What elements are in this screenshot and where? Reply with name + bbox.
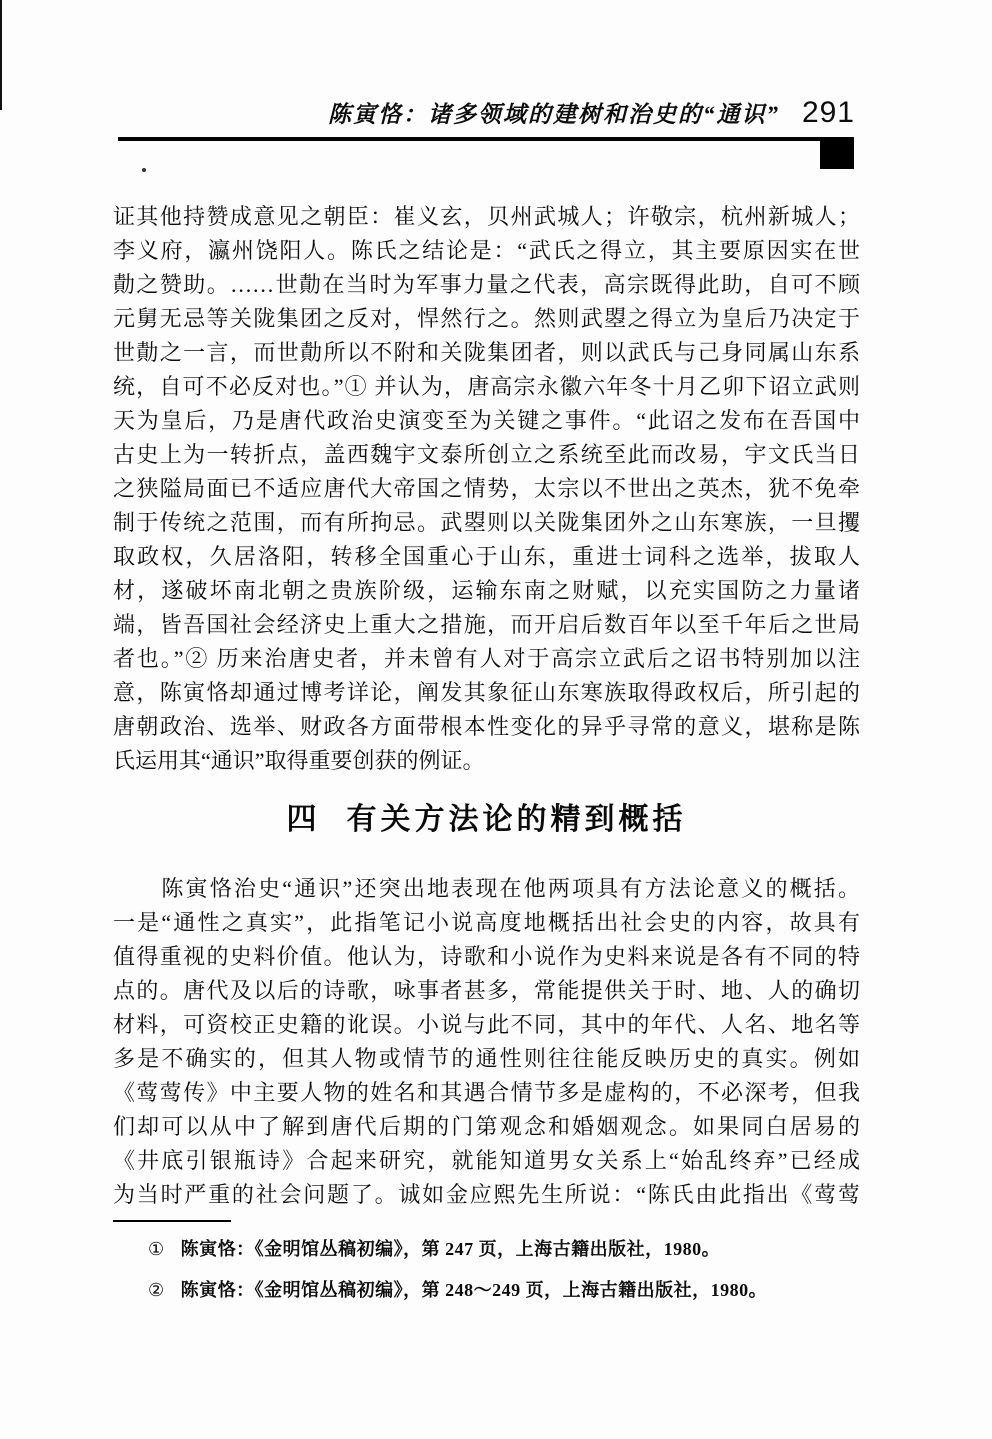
body-paragraph-2 (113, 872, 860, 1212)
section-number: 四 (286, 803, 321, 836)
body-line: 《莺莺传》中主要人物的姓名和其遇合情节多是虚构的，不必深考，但我 (113, 1080, 860, 1105)
scan-speckle (142, 168, 146, 172)
body-line: 李义府，瀛州饶阳人。陈氏之结论是：“武氏之得立，其主要原因实在世 (113, 238, 860, 263)
section-heading (113, 794, 860, 838)
body-line: 《井底引银瓶诗》合起来研究，就能知道男女关系上“始乱终弃”已经成 (113, 1148, 860, 1173)
body-line: 一是“通性之真实”，此指笔记小说高度地概括出社会史的内容，故具有 (113, 910, 860, 935)
header-rule (118, 137, 822, 141)
body-line: 值得重视的史料价值。他认为，诗歌和小说作为史料来说是各有不同的特 (113, 944, 860, 969)
body-line: 材，遂破坏南北朝之贵族阶级，运输东南之财赋，以充实国防之力量诸 (113, 578, 860, 603)
body-line: 唐朝政治、选举、财政各方面带根本性变化的异乎寻常的意义，堪称是陈 (113, 714, 860, 739)
footnote-separator (113, 1220, 231, 1222)
scan-edge-artifact (0, 0, 2, 110)
footnote-2-text: 陈寅恪：《金明馆丛稿初编》，第 248～249 页，上海古籍出版社，1980。 (180, 1280, 768, 1300)
body-line: 统，自可不必反对也。”① 并认为，唐高宗永徽六年冬十月乙卯下诏立武则 (113, 374, 860, 399)
running-head (0, 96, 855, 130)
footnote-2 (148, 1277, 892, 1303)
footnote-1-text: 陈寅恪：《金明馆丛稿初编》，第 247 页，上海古籍出版社，1980。 (180, 1239, 721, 1259)
body-line: 世勣之一言，而世勣所以不附和关陇集团者，则以武氏与己身同属山东系 (113, 340, 860, 365)
footnote-1 (148, 1236, 892, 1262)
body-line: 古史上为一转折点，盖西魏宇文泰所创立之系统至此而改易，宇文氏当日 (113, 442, 860, 467)
body-line: 材料，可资校正史籍的讹误。小说与此不同，其中的年代、人名、地名等 (113, 1012, 860, 1037)
body-line: 为当时严重的社会问题了。诚如金应熙先生所说：“陈氏由此指出《莺莺 (113, 1182, 860, 1207)
body-paragraph-1 (113, 200, 860, 778)
body-line: 取政权，久居洛阳，转移全国重心于山东，重进士词科之选举，拔取人 (113, 544, 860, 569)
body-line: 氏运用其“通识”取得重要创获的例证。 (113, 748, 485, 773)
running-head-title: 陈寅恪：诸多领域的建树和治史的“通识” (327, 102, 780, 127)
body-line: 多是不确实的，但其人物或情节的通性则往往能反映历史的真实。例如 (113, 1046, 860, 1071)
page-number: 291 (801, 96, 855, 129)
body-line: 制于传统之范围，而有所拘忌。武曌则以关陇集团外之山东寒族，一旦攫 (113, 510, 860, 535)
body-line: 陈寅恪治史“通识”还突出地表现在他两项具有方法论意义的概括。 (113, 876, 860, 901)
body-line: 天为皇后，乃是唐代政治史演变至为关键之事件。“此诏之发布在吾国中 (113, 408, 860, 433)
body-line: 者也。”② 历来治唐史者，并未曾有人对于高宗立武后之诏书特别加以注 (113, 646, 860, 671)
header-corner-square (820, 137, 854, 169)
body-line: 们却可以从中了解到唐代后期的门第观念和婚姻观念。如果同白居易的 (113, 1114, 860, 1139)
body-line: 勣之赞助。……世勣在当时为军事力量之代表，高宗既得此助，自可不顾 (113, 272, 860, 297)
body-line: 元舅无忌等关陇集团之反对，悍然行之。然则武曌之得立为皇后乃决定于 (113, 306, 860, 331)
footnote-2-marker: ② (148, 1280, 165, 1300)
body-line: 意，陈寅恪却通过博考详论，阐发其象征山东寒族取得政权后，所引起的 (113, 680, 860, 705)
section-title: 有关方法论的精到概括 (346, 803, 687, 836)
footnotes (148, 1236, 892, 1318)
body-line: 证其他持赞成意见之朝臣：崔义玄，贝州武城人；许敬宗，杭州新城人； (113, 204, 860, 229)
body-line: 点的。唐代及以后的诗歌，咏事者甚多，常能提供关于时、地、人的确切 (113, 978, 860, 1003)
footnote-1-marker: ① (148, 1239, 165, 1259)
body-line: 之狭隘局面已不适应唐代大帝国之情势，太宗以不世出之英杰，犹不免牵 (113, 476, 860, 501)
body-line: 端，皆吾国社会经济史上重大之措施，而开启后数百年以至千年后之世局 (113, 612, 860, 637)
